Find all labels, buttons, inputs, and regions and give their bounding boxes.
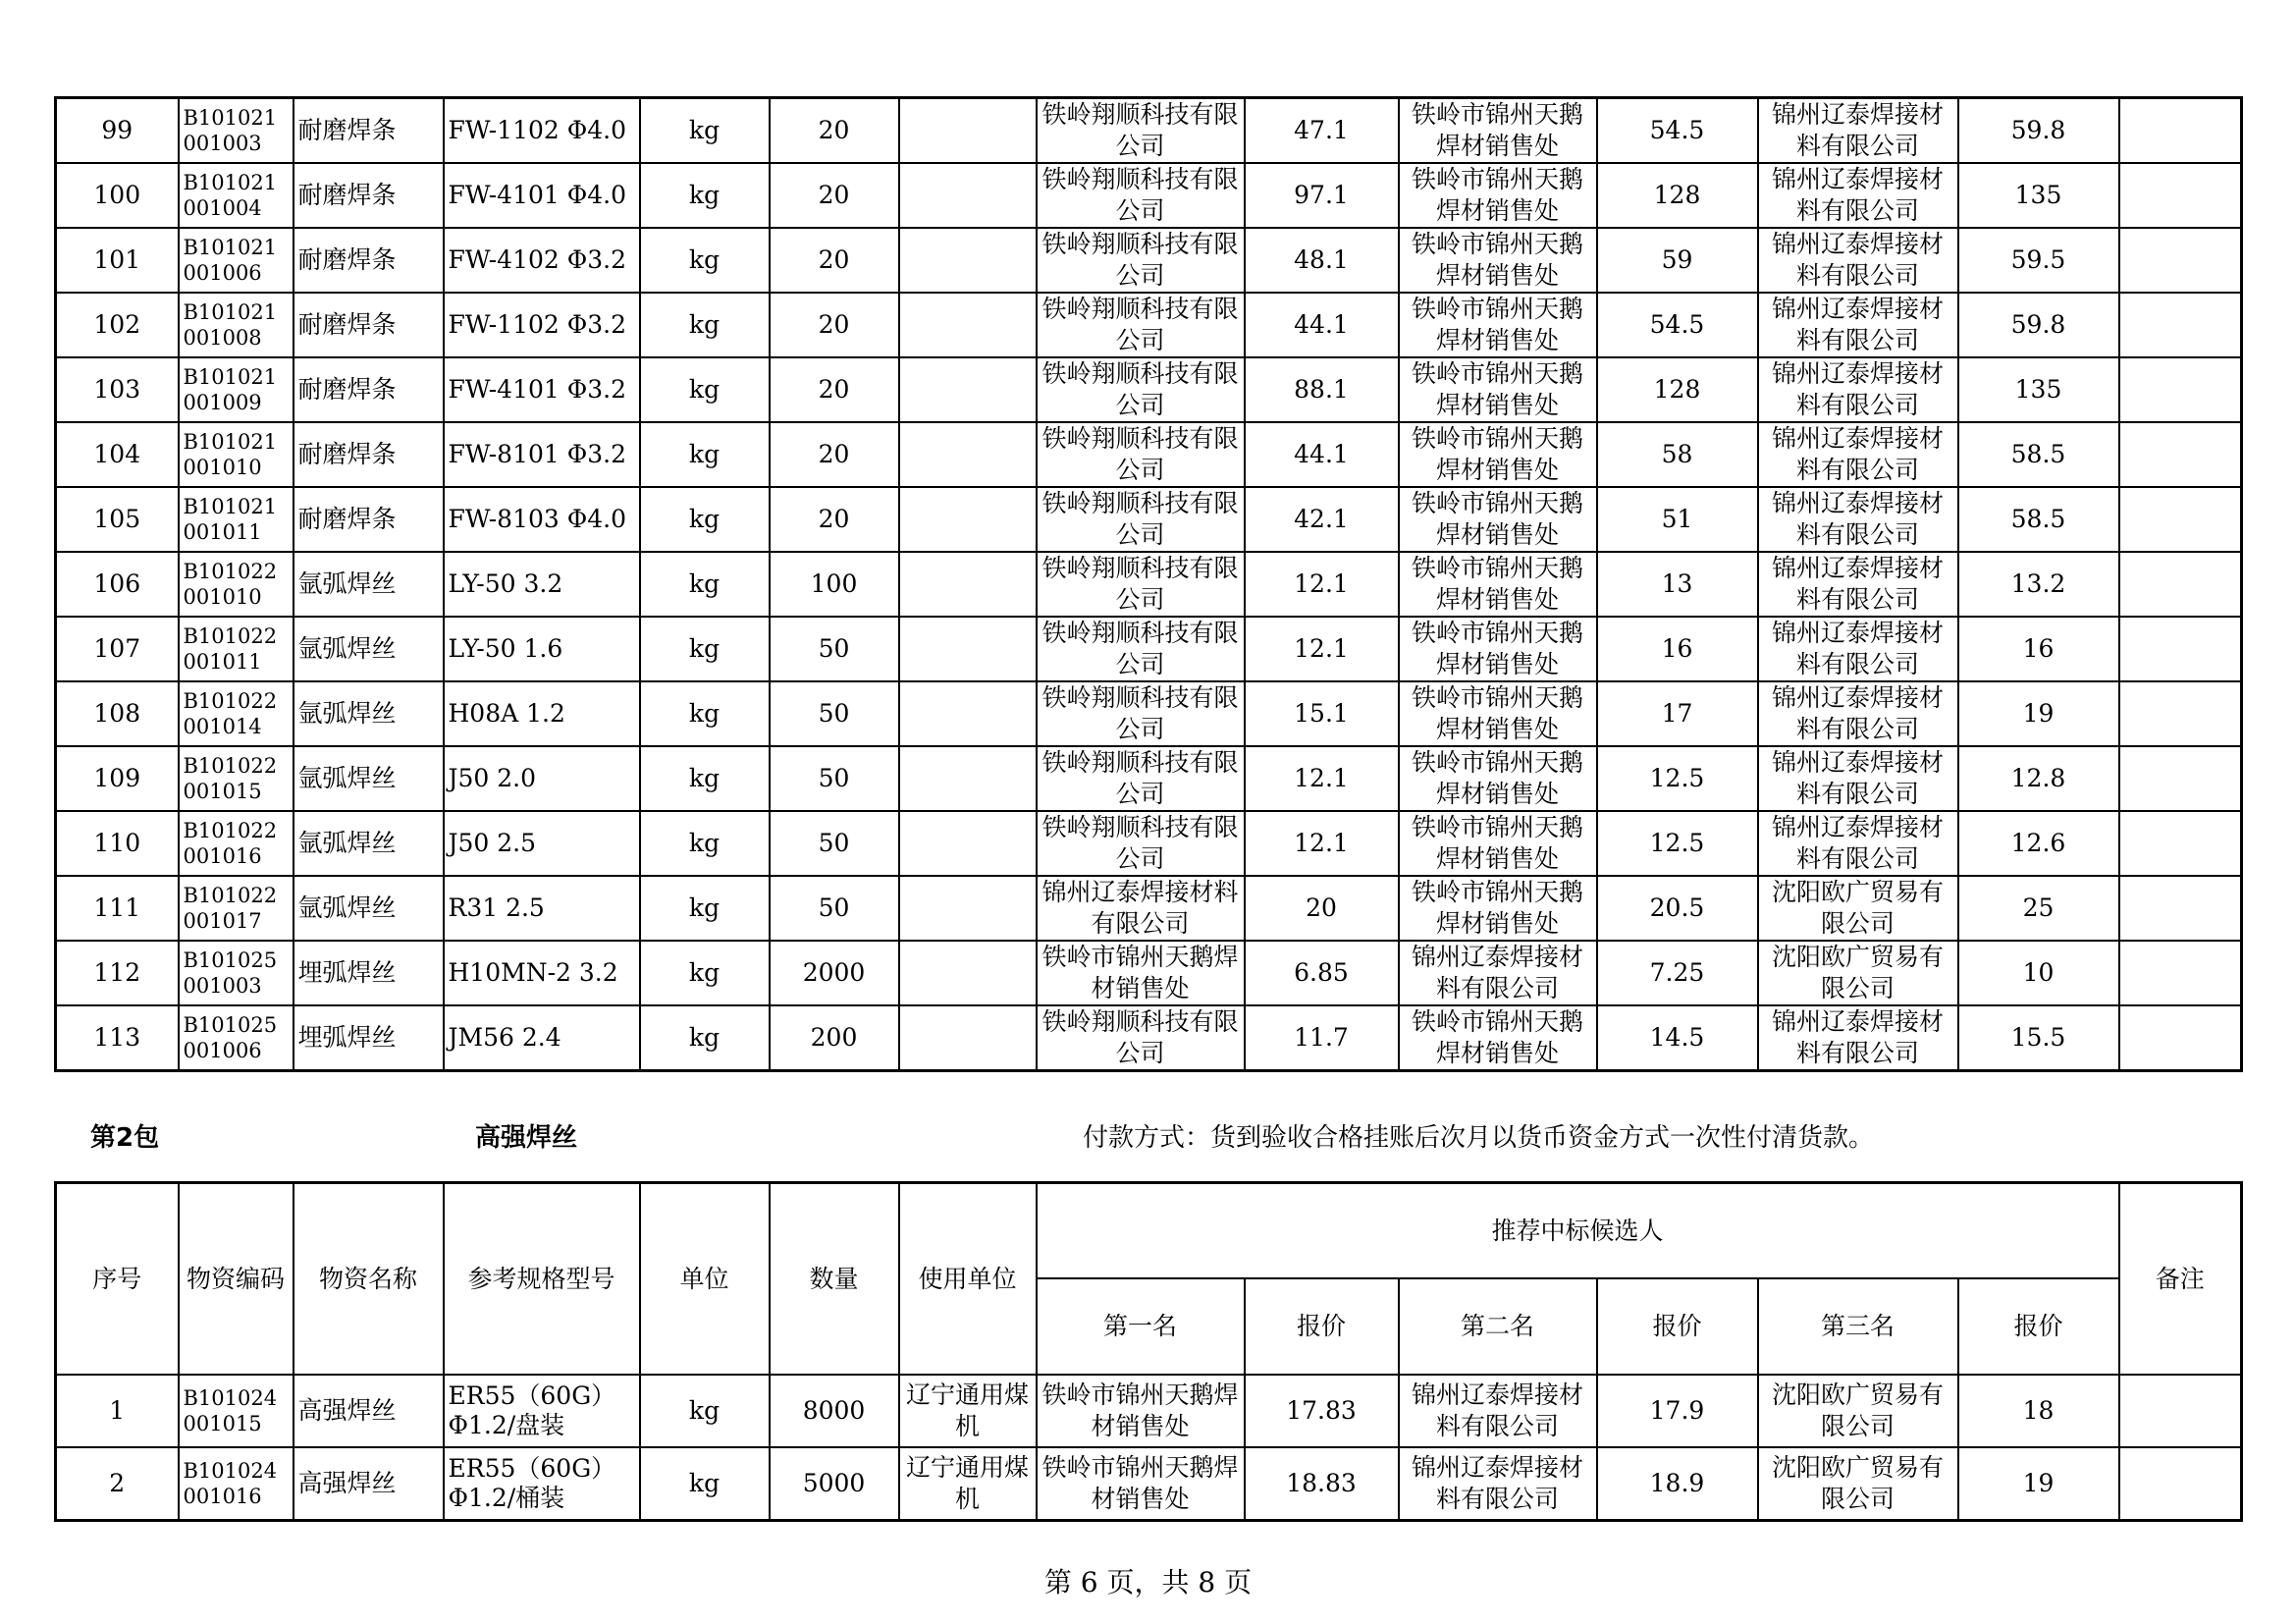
cell-no: 104 [56,422,179,487]
cell-dept [899,746,1037,811]
cell-third-price: 59.8 [1958,293,2119,357]
cell-no: 103 [56,357,179,422]
cell-second-candidate: 铁岭市锦州天鹅焊材销售处 [1399,1005,1597,1071]
cell-spec: ER55（60G）Φ1.2/桶装 [444,1447,640,1521]
cell-qty: 50 [770,617,899,681]
cell-first-price: 42.1 [1245,487,1399,552]
cell-first-candidate: 铁岭翔顺科技有限公司 [1037,811,1245,876]
cell-dept [899,941,1037,1005]
cell-second-price: 54.5 [1597,293,1758,357]
cell-note [2119,293,2242,357]
cell-name: 耐磨焊条 [294,293,444,357]
cell-first-price: 12.1 [1245,552,1399,617]
cell-name: 耐磨焊条 [294,98,444,164]
cell-first-candidate: 铁岭翔顺科技有限公司 [1037,552,1245,617]
bid-table-package-2 [54,1181,2243,1522]
cell-third-candidate: 锦州辽泰焊接材料有限公司 [1758,228,1958,293]
header-note: 备注 [2119,1183,2242,1376]
cell-first-price: 17.83 [1245,1375,1399,1447]
cell-qty: 20 [770,357,899,422]
table-row [56,876,2242,941]
cell-third-candidate: 锦州辽泰焊接材料有限公司 [1758,293,1958,357]
cell-first-candidate: 铁岭翔顺科技有限公司 [1037,746,1245,811]
cell-second-candidate: 铁岭市锦州天鹅焊材销售处 [1399,228,1597,293]
cell-note [2119,1375,2242,1447]
package-label: 第2包 [90,1123,160,1153]
cell-qty: 2000 [770,941,899,1005]
cell-dept [899,163,1037,228]
table-row [56,163,2242,228]
header-dept: 使用单位 [899,1183,1037,1376]
cell-unit: kg [640,293,770,357]
cell-first-candidate: 铁岭翔顺科技有限公司 [1037,1005,1245,1071]
cell-second-price: 58 [1597,422,1758,487]
cell-third-price: 12.8 [1958,746,2119,811]
cell-third-candidate: 锦州辽泰焊接材料有限公司 [1758,98,1958,164]
cell-third-price: 16 [1958,617,2119,681]
cell-third-candidate: 沈阳欧广贸易有限公司 [1758,941,1958,1005]
cell-third-candidate: 锦州辽泰焊接材料有限公司 [1758,811,1958,876]
cell-name: 耐磨焊条 [294,163,444,228]
payment-terms: 付款方式：货到验收合格挂账后次月以货币资金方式一次性付清货款。 [1083,1123,1875,1153]
cell-first-candidate: 铁岭翔顺科技有限公司 [1037,293,1245,357]
cell-no: 99 [56,98,179,164]
table-row [56,293,2242,357]
cell-third-price: 15.5 [1958,1005,2119,1071]
cell-note [2119,228,2242,293]
cell-dept [899,681,1037,746]
cell-name: 埋弧焊丝 [294,941,444,1005]
cell-code: B101022001011 [179,617,294,681]
cell-qty: 20 [770,422,899,487]
cell-no: 110 [56,811,179,876]
cell-third-price: 135 [1958,357,2119,422]
cell-spec: H10MN-2 3.2 [444,941,640,1005]
cell-second-candidate: 铁岭市锦州天鹅焊材销售处 [1399,98,1597,164]
header-qty: 数量 [770,1183,899,1376]
cell-first-price: 18.83 [1245,1447,1399,1521]
cell-second-price: 17 [1597,681,1758,746]
cell-note [2119,422,2242,487]
cell-name: 高强焊丝 [294,1375,444,1447]
cell-code: B101021001004 [179,163,294,228]
cell-note [2119,163,2242,228]
cell-first-candidate: 铁岭翔顺科技有限公司 [1037,617,1245,681]
cell-second-price: 20.5 [1597,876,1758,941]
cell-name: 氩弧焊丝 [294,617,444,681]
table-row [56,1447,2242,1521]
cell-dept [899,228,1037,293]
table-row [56,552,2242,617]
cell-first-candidate: 铁岭翔顺科技有限公司 [1037,422,1245,487]
bid-table-package-1 [54,96,2243,1072]
cell-second-price: 128 [1597,163,1758,228]
cell-dept [899,617,1037,681]
cell-code: B101021001003 [179,98,294,164]
cell-qty: 5000 [770,1447,899,1521]
cell-unit: kg [640,617,770,681]
cell-name: 氩弧焊丝 [294,681,444,746]
cell-name: 氩弧焊丝 [294,811,444,876]
cell-first-price: 12.1 [1245,746,1399,811]
cell-code: B101021001009 [179,357,294,422]
cell-second-price: 7.25 [1597,941,1758,1005]
cell-third-price: 19 [1958,1447,2119,1521]
cell-spec: FW-8103 Φ4.0 [444,487,640,552]
cell-spec: JM56 2.4 [444,1005,640,1071]
cell-no: 102 [56,293,179,357]
cell-code: B101025001006 [179,1005,294,1071]
cell-third-candidate: 锦州辽泰焊接材料有限公司 [1758,422,1958,487]
cell-first-candidate: 铁岭翔顺科技有限公司 [1037,163,1245,228]
cell-third-price: 12.6 [1958,811,2119,876]
cell-qty: 20 [770,487,899,552]
cell-code: B101021001011 [179,487,294,552]
cell-qty: 20 [770,293,899,357]
table-row [56,228,2242,293]
cell-second-candidate: 锦州辽泰焊接材料有限公司 [1399,941,1597,1005]
cell-third-candidate: 锦州辽泰焊接材料有限公司 [1758,163,1958,228]
cell-code: B101024001016 [179,1447,294,1521]
cell-dept [899,357,1037,422]
cell-third-price: 58.5 [1958,422,2119,487]
cell-first-price: 97.1 [1245,163,1399,228]
cell-note [2119,357,2242,422]
cell-first-price: 48.1 [1245,228,1399,293]
cell-code: B101021001006 [179,228,294,293]
cell-second-price: 17.9 [1597,1375,1758,1447]
cell-spec: H08A 1.2 [444,681,640,746]
cell-code: B101024001015 [179,1375,294,1447]
cell-qty: 50 [770,811,899,876]
table-row [56,1375,2242,1447]
cell-qty: 50 [770,876,899,941]
cell-no: 108 [56,681,179,746]
cell-unit: kg [640,552,770,617]
cell-qty: 8000 [770,1375,899,1447]
table-row [56,941,2242,1005]
cell-note [2119,811,2242,876]
table-row [56,746,2242,811]
cell-code: B101025001003 [179,941,294,1005]
cell-second-price: 54.5 [1597,98,1758,164]
cell-first-price: 15.1 [1245,681,1399,746]
cell-name: 埋弧焊丝 [294,1005,444,1071]
cell-dept [899,293,1037,357]
cell-unit: kg [640,228,770,293]
cell-spec: LY-50 1.6 [444,617,640,681]
cell-third-candidate: 锦州辽泰焊接材料有限公司 [1758,487,1958,552]
table-row [56,1005,2242,1071]
table-row [56,811,2242,876]
header-first: 第一名 [1037,1278,1245,1375]
cell-no: 111 [56,876,179,941]
cell-code: B101022001017 [179,876,294,941]
cell-first-candidate: 铁岭翔顺科技有限公司 [1037,681,1245,746]
header-candidates: 推荐中标候选人 [1037,1183,2119,1279]
cell-second-candidate: 铁岭市锦州天鹅焊材销售处 [1399,487,1597,552]
header-unit: 单位 [640,1183,770,1376]
cell-first-candidate: 铁岭翔顺科技有限公司 [1037,228,1245,293]
cell-spec: J50 2.0 [444,746,640,811]
header-spec: 参考规格型号 [444,1183,640,1376]
cell-first-price: 44.1 [1245,422,1399,487]
cell-third-candidate: 锦州辽泰焊接材料有限公司 [1758,746,1958,811]
cell-spec: FW-4101 Φ3.2 [444,357,640,422]
cell-second-candidate: 锦州辽泰焊接材料有限公司 [1399,1447,1597,1521]
table-row [56,681,2242,746]
cell-second-candidate: 锦州辽泰焊接材料有限公司 [1399,1375,1597,1447]
cell-spec: ER55（60G）Φ1.2/盘装 [444,1375,640,1447]
cell-dept: 辽宁通用煤机 [899,1375,1037,1447]
cell-third-candidate: 锦州辽泰焊接材料有限公司 [1758,552,1958,617]
cell-unit: kg [640,98,770,164]
cell-unit: kg [640,811,770,876]
cell-first-price: 44.1 [1245,293,1399,357]
cell-dept [899,422,1037,487]
cell-qty: 20 [770,163,899,228]
cell-third-candidate: 沈阳欧广贸易有限公司 [1758,1447,1958,1521]
cell-note [2119,876,2242,941]
cell-no: 100 [56,163,179,228]
cell-no: 107 [56,617,179,681]
cell-third-price: 59.8 [1958,98,2119,164]
cell-name: 高强焊丝 [294,1447,444,1521]
cell-third-price: 135 [1958,163,2119,228]
cell-qty: 50 [770,681,899,746]
cell-second-price: 59 [1597,228,1758,293]
cell-note [2119,681,2242,746]
cell-third-candidate: 沈阳欧广贸易有限公司 [1758,876,1958,941]
cell-third-candidate: 锦州辽泰焊接材料有限公司 [1758,357,1958,422]
header-code: 物资编码 [179,1183,294,1376]
cell-second-candidate: 铁岭市锦州天鹅焊材销售处 [1399,163,1597,228]
cell-note [2119,617,2242,681]
header-name: 物资名称 [294,1183,444,1376]
cell-second-price: 128 [1597,357,1758,422]
cell-first-price: 12.1 [1245,617,1399,681]
cell-no: 105 [56,487,179,552]
cell-first-price: 47.1 [1245,98,1399,164]
cell-name: 氩弧焊丝 [294,552,444,617]
cell-code: B101022001016 [179,811,294,876]
cell-dept [899,811,1037,876]
cell-unit: kg [640,746,770,811]
cell-third-price: 18 [1958,1375,2119,1447]
cell-second-candidate: 铁岭市锦州天鹅焊材销售处 [1399,293,1597,357]
cell-first-price: 6.85 [1245,941,1399,1005]
cell-first-price: 88.1 [1245,357,1399,422]
cell-dept: 辽宁通用煤机 [899,1447,1037,1521]
cell-first-price: 12.1 [1245,811,1399,876]
cell-no: 101 [56,228,179,293]
cell-note [2119,1005,2242,1071]
cell-second-price: 18.9 [1597,1447,1758,1521]
cell-no: 2 [56,1447,179,1521]
cell-first-price: 11.7 [1245,1005,1399,1071]
page-number: 第 6 页，共 8 页 [1043,1566,1253,1598]
cell-spec: FW-4101 Φ4.0 [444,163,640,228]
cell-no: 109 [56,746,179,811]
cell-unit: kg [640,941,770,1005]
cell-unit: kg [640,357,770,422]
cell-second-candidate: 铁岭市锦州天鹅焊材销售处 [1399,681,1597,746]
cell-spec: FW-1102 Φ3.2 [444,293,640,357]
cell-qty: 50 [770,746,899,811]
cell-note [2119,746,2242,811]
cell-unit: kg [640,681,770,746]
table-row [56,487,2242,552]
cell-first-candidate: 铁岭翔顺科技有限公司 [1037,487,1245,552]
cell-qty: 20 [770,98,899,164]
table-row [56,357,2242,422]
header-price2: 报价 [1597,1278,1758,1375]
cell-spec: LY-50 3.2 [444,552,640,617]
cell-code: B101021001010 [179,422,294,487]
cell-second-price: 12.5 [1597,746,1758,811]
cell-note [2119,941,2242,1005]
header-third: 第三名 [1758,1278,1958,1375]
cell-unit: kg [640,487,770,552]
cell-third-price: 59.5 [1958,228,2119,293]
cell-second-price: 16 [1597,617,1758,681]
package-name: 高强焊丝 [475,1123,578,1153]
cell-dept [899,487,1037,552]
header-price1: 报价 [1245,1278,1399,1375]
cell-second-price: 51 [1597,487,1758,552]
cell-name: 氩弧焊丝 [294,746,444,811]
table-row [56,422,2242,487]
cell-first-candidate: 铁岭翔顺科技有限公司 [1037,98,1245,164]
cell-unit: kg [640,1375,770,1447]
table-row [56,98,2242,164]
cell-unit: kg [640,876,770,941]
cell-second-candidate: 铁岭市锦州天鹅焊材销售处 [1399,357,1597,422]
table-body [56,98,2242,1071]
cell-dept [899,876,1037,941]
cell-second-candidate: 铁岭市锦州天鹅焊材销售处 [1399,876,1597,941]
cell-unit: kg [640,1447,770,1521]
cell-third-price: 19 [1958,681,2119,746]
cell-unit: kg [640,1005,770,1071]
table-row [56,617,2242,681]
cell-name: 耐磨焊条 [294,422,444,487]
cell-first-price: 20 [1245,876,1399,941]
cell-second-price: 12.5 [1597,811,1758,876]
cell-second-price: 13 [1597,552,1758,617]
cell-spec: FW-8101 Φ3.2 [444,422,640,487]
cell-second-candidate: 铁岭市锦州天鹅焊材销售处 [1399,422,1597,487]
cell-first-candidate: 铁岭市锦州天鹅焊材销售处 [1037,1447,1245,1521]
cell-no: 106 [56,552,179,617]
cell-qty: 20 [770,228,899,293]
cell-third-price: 58.5 [1958,487,2119,552]
cell-third-candidate: 沈阳欧广贸易有限公司 [1758,1375,1958,1447]
cell-third-candidate: 锦州辽泰焊接材料有限公司 [1758,681,1958,746]
table-body [56,1375,2242,1521]
cell-no: 112 [56,941,179,1005]
cell-note [2119,552,2242,617]
header-second: 第二名 [1399,1278,1597,1375]
cell-code: B101021001008 [179,293,294,357]
cell-note [2119,487,2242,552]
cell-note [2119,1447,2242,1521]
cell-third-candidate: 锦州辽泰焊接材料有限公司 [1758,617,1958,681]
cell-first-candidate: 铁岭市锦州天鹅焊材销售处 [1037,941,1245,1005]
cell-third-price: 13.2 [1958,552,2119,617]
cell-first-candidate: 铁岭市锦州天鹅焊材销售处 [1037,1375,1245,1447]
cell-code: B101022001014 [179,681,294,746]
cell-second-price: 14.5 [1597,1005,1758,1071]
cell-no: 1 [56,1375,179,1447]
cell-qty: 200 [770,1005,899,1071]
cell-first-candidate: 铁岭翔顺科技有限公司 [1037,357,1245,422]
cell-dept [899,1005,1037,1071]
cell-name: 耐磨焊条 [294,228,444,293]
cell-second-candidate: 铁岭市锦州天鹅焊材销售处 [1399,746,1597,811]
cell-dept [899,552,1037,617]
cell-note [2119,98,2242,164]
cell-no: 113 [56,1005,179,1071]
cell-code: B101022001010 [179,552,294,617]
cell-third-price: 25 [1958,876,2119,941]
table-header [56,1183,2242,1376]
cell-qty: 100 [770,552,899,617]
cell-unit: kg [640,163,770,228]
cell-unit: kg [640,422,770,487]
cell-second-candidate: 铁岭市锦州天鹅焊材销售处 [1399,811,1597,876]
cell-dept [899,98,1037,164]
cell-code: B101022001015 [179,746,294,811]
cell-third-price: 10 [1958,941,2119,1005]
cell-name: 耐磨焊条 [294,357,444,422]
cell-name: 氩弧焊丝 [294,876,444,941]
cell-second-candidate: 铁岭市锦州天鹅焊材销售处 [1399,552,1597,617]
header-price3: 报价 [1958,1278,2119,1375]
cell-third-candidate: 锦州辽泰焊接材料有限公司 [1758,1005,1958,1071]
cell-spec: FW-1102 Φ4.0 [444,98,640,164]
cell-spec: FW-4102 Φ3.2 [444,228,640,293]
cell-second-candidate: 铁岭市锦州天鹅焊材销售处 [1399,617,1597,681]
cell-spec: J50 2.5 [444,811,640,876]
header-no: 序号 [56,1183,179,1376]
cell-first-candidate: 锦州辽泰焊接材料有限公司 [1037,876,1245,941]
cell-name: 耐磨焊条 [294,487,444,552]
cell-spec: R31 2.5 [444,876,640,941]
